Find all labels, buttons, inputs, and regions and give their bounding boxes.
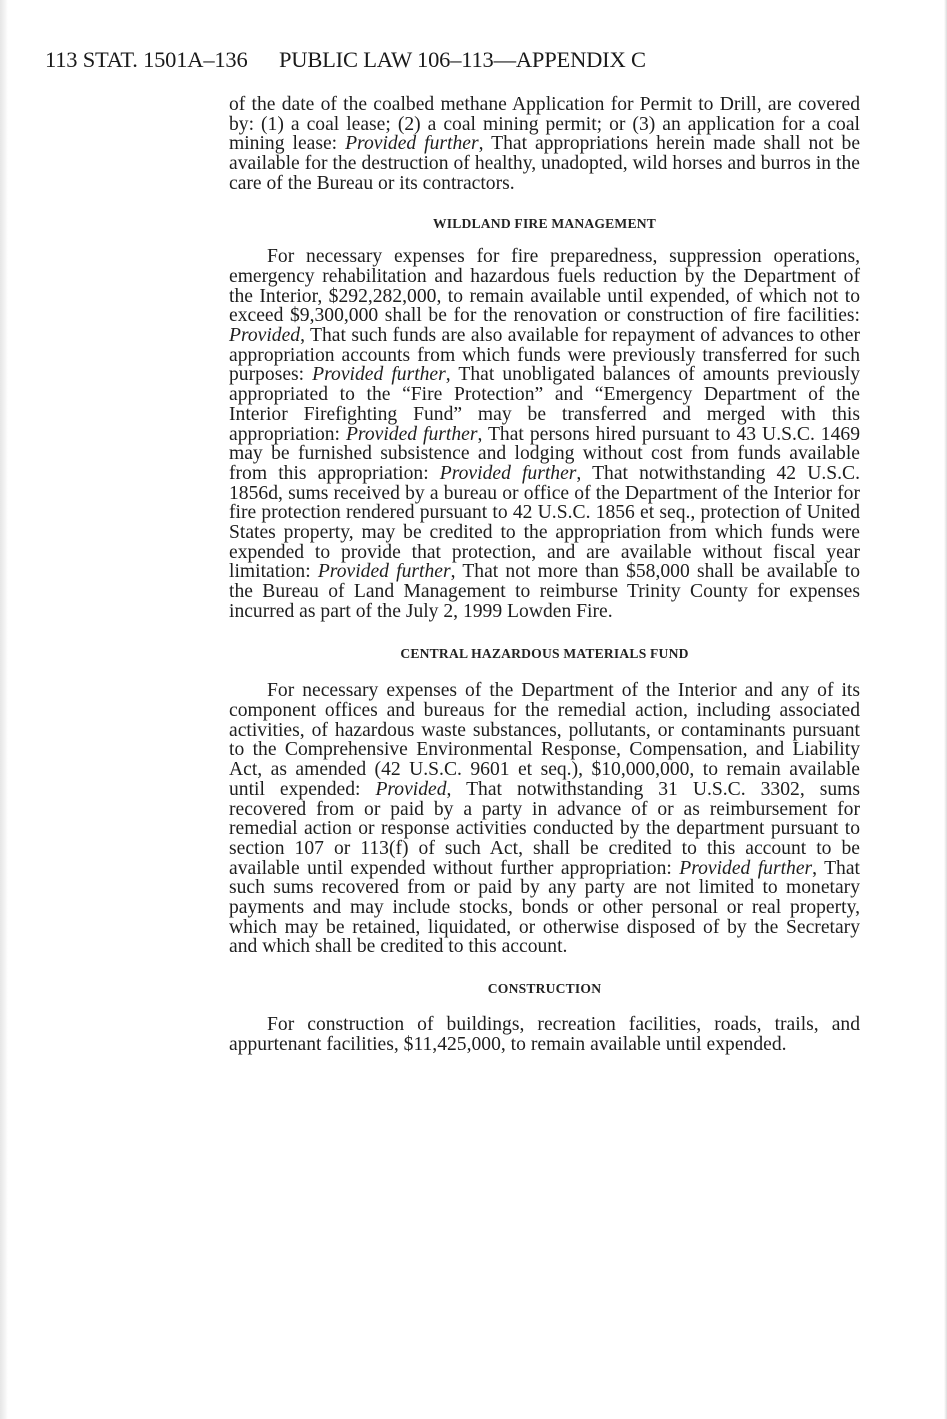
section-heading-central-hazardous-materials-fund: CENTRAL HAZARDOUS MATERIALS FUND (400, 645, 689, 661)
running-head (45, 47, 646, 73)
proviso-italic: Provided further (439, 462, 577, 484)
hazardous-materials-paragraph: For necessary expenses of the Department of the Interior and any of its component offices and bureaus for the remedial action, including associated activities, of hazardous waste substances, pollutants, or contaminants pursuant to the Comprehensive Environmental Response, Compensation, and Liability Act, as amended (42 U.S.C. 9601 et seq.), $10,000,000, to remain available until expended: Provided, That notwithstanding 31 U.S.C. 3302, sums recovered from or paid by a party in advance of or as reimbursement for remedial action or response activities conducted by the department pursuant to section 107 or 113(f) of such Act, shall be credited to this account to be available until expended without further appropriation: Provided further, That such sums recovered from or paid by any party are not limited to monetary payments and may include stocks, bonds or other personal or real property, which may be retained, liquidated, or otherwise disposed of by the Secretary and which shall be credited to this account. (229, 680, 860, 958)
law-title: PUBLIC LAW 106–113—APPENDIX C (278, 47, 646, 72)
statute-citation: 113 STAT. 1501A–136 (45, 47, 248, 72)
proviso-italic: Provided further (345, 423, 478, 445)
wildland-fire-paragraph: For necessary expenses for fire preparedness, suppression operations, emergency rehabilitation and hazardous fuels reduction by the Department of the Interior, $292,282,000, to remain available until expended, of which not to exceed $9,300,000 shall be for the renovation or construction of fire facilities: Provided, That such funds are also available for repayment of advances to other appropriation accounts from which funds were previously transferred for such purposes: Provided further, That unobligated balances of amounts previously appropriated to the “Fire Protection” and “Emergency Department of the Interior Firefighting Fund” may be transferred and merged with this appropriation: Provided further, That persons hired pursuant to 43 U.S.C. 1469 may be furnished subsistence and lodging without cost from funds available from this appropriation: Provided further, That notwithstanding 42 U.S.C. 1856d, sums received by a bureau or office of the Department of the Interior for fire protection rendered pursuant to 42 U.S.C. 1856 et seq., protection of United States property, may be credited to the appropriation from which funds were expended to provide that protection, and are available without fiscal year limitation: Provided further, That not more than $58,000 shall be available to the Bureau of Land Management to reimburse Trinity County for expenses incurred as part of the July 2, 1999 Lowden Fire. (229, 246, 861, 622)
scan-edge-left (0, 0, 8, 1419)
text-column (229, 95, 860, 1054)
proviso-italic: Provided (375, 778, 447, 800)
section-heading-wildland-fire-management: WILDLAND FIRE MANAGEMENT (432, 215, 657, 231)
construction-paragraph: For construction of buildings, recreation facilities, roads, trails, and appurtenant facilities, $11,425,000, to remain available until expended. (229, 1013, 860, 1055)
proviso-italic: Provided further (312, 364, 446, 386)
proviso-italic: Provided further (679, 857, 813, 879)
section-heading-construction: CONSTRUCTION (487, 981, 602, 997)
proviso-italic: Provided further (317, 561, 451, 583)
proviso-italic: Provided further (345, 133, 479, 155)
continuation-paragraph: of the date of the coalbed methane Application for Permit to Drill, are covered by: (1) a coal lease; (2) a coal mining permit; or (3) an application for a coal mining lease: Provided further, That appropriations herein made shall not be available for the destruction of healthy, unadopted, wild horses and burros in the care of the Bureau or its contractors. (229, 94, 861, 194)
proviso-italic: Provided (229, 325, 301, 347)
